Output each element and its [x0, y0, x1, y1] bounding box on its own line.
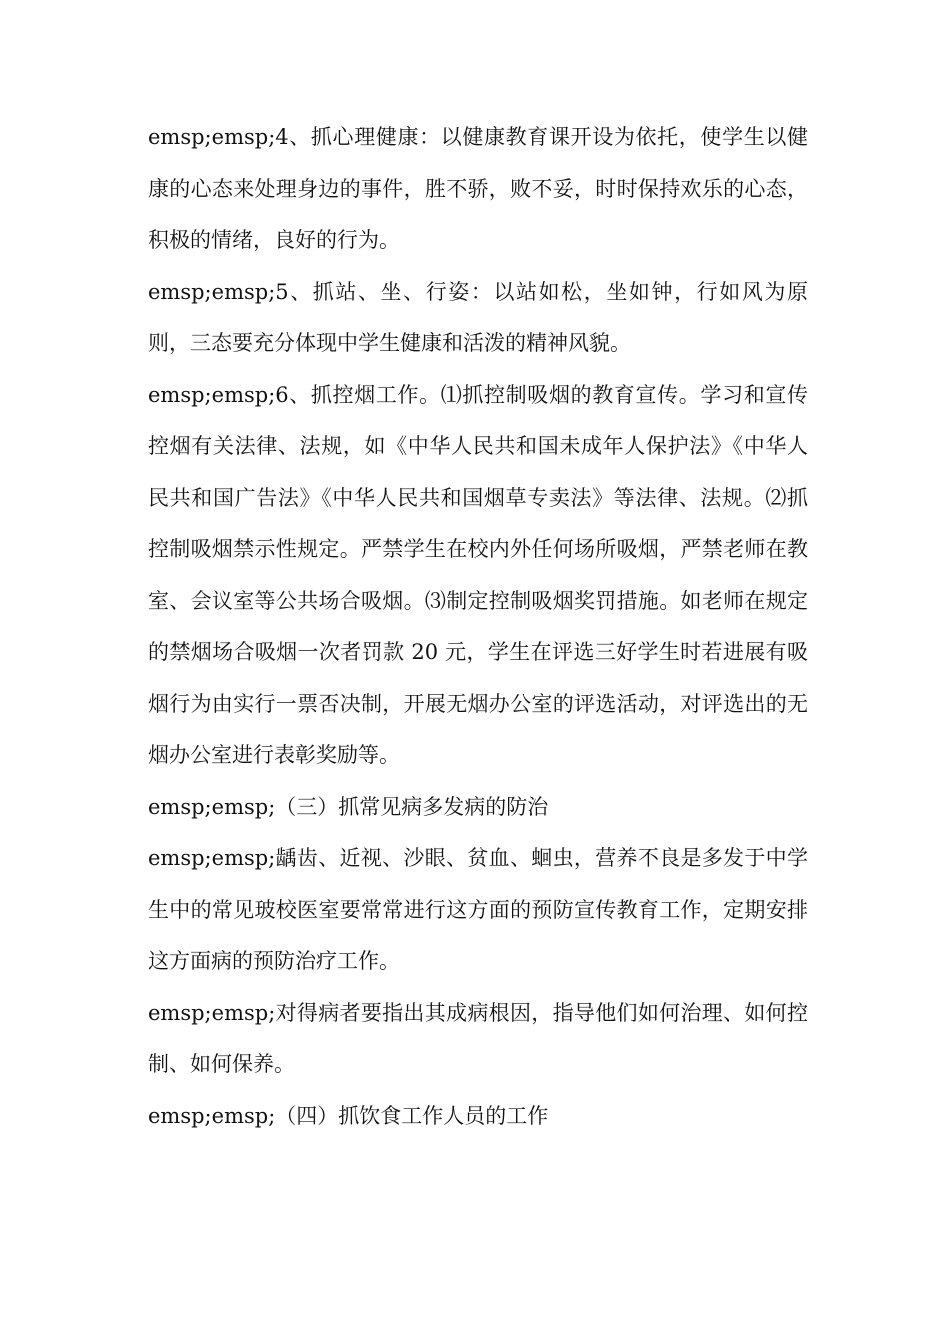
paragraph-patient-guidance: emsp;emsp;对得病者要指出其成病根因，指导他们如何治理、如何控制、如何保养。 [148, 1000, 808, 1076]
section-heading-common-diseases: emsp;emsp;（三）抓常见病多发病的防治 [148, 794, 549, 819]
document-page [148, 112, 808, 1142]
paragraph-smoking-control: emsp;emsp;6、抓控烟工作。⑴抓控制吸烟的教育宣传。学习和宣传控烟有关法律、法规，如《中华人民共和国未成年人保护法》《中华人民共和国广告法》《中华人民共和国烟草专卖法》等法律、法规。⑵抓控制吸烟禁示性规定。严禁学生在校内外任何场所吸烟，严禁老师在教室、会议室等公共场合吸烟。⑶制定控制吸烟奖罚措施。如老师在规定的禁烟场合吸烟一次者罚款 20 元，学生在评选三好学生时若进展有吸烟行为由实行一票否决制，开展无烟办公室的评选活动，对评选出的无烟办公室进行表彰奖励等。 [148, 382, 808, 767]
paragraph-mental-health: emsp;emsp;4、抓心理健康：以健康教育课开设为依托，使学生以健康的心态来处理身边的事件，胜不骄，败不妥，时时保持欢乐的心态，积极的情绪，良好的行为。 [148, 125, 808, 252]
section-heading-food-staff: emsp;emsp;（四）抓饮食工作人员的工作 [148, 1103, 549, 1128]
paragraph-posture: emsp;emsp;5、抓站、坐、行姿：以站如松，坐如钟，行如风为原则，三态要充分体现中学生健康和活泼的精神风貌。 [148, 279, 808, 355]
paragraph-disease-prevention: emsp;emsp;龋齿、近视、沙眼、贫血、蛔虫，营养不良是多发于中学生中的常见玻校医室要常常进行这方面的预防宣传教育工作，定期安排这方面病的预防治疗工作。 [148, 846, 808, 973]
